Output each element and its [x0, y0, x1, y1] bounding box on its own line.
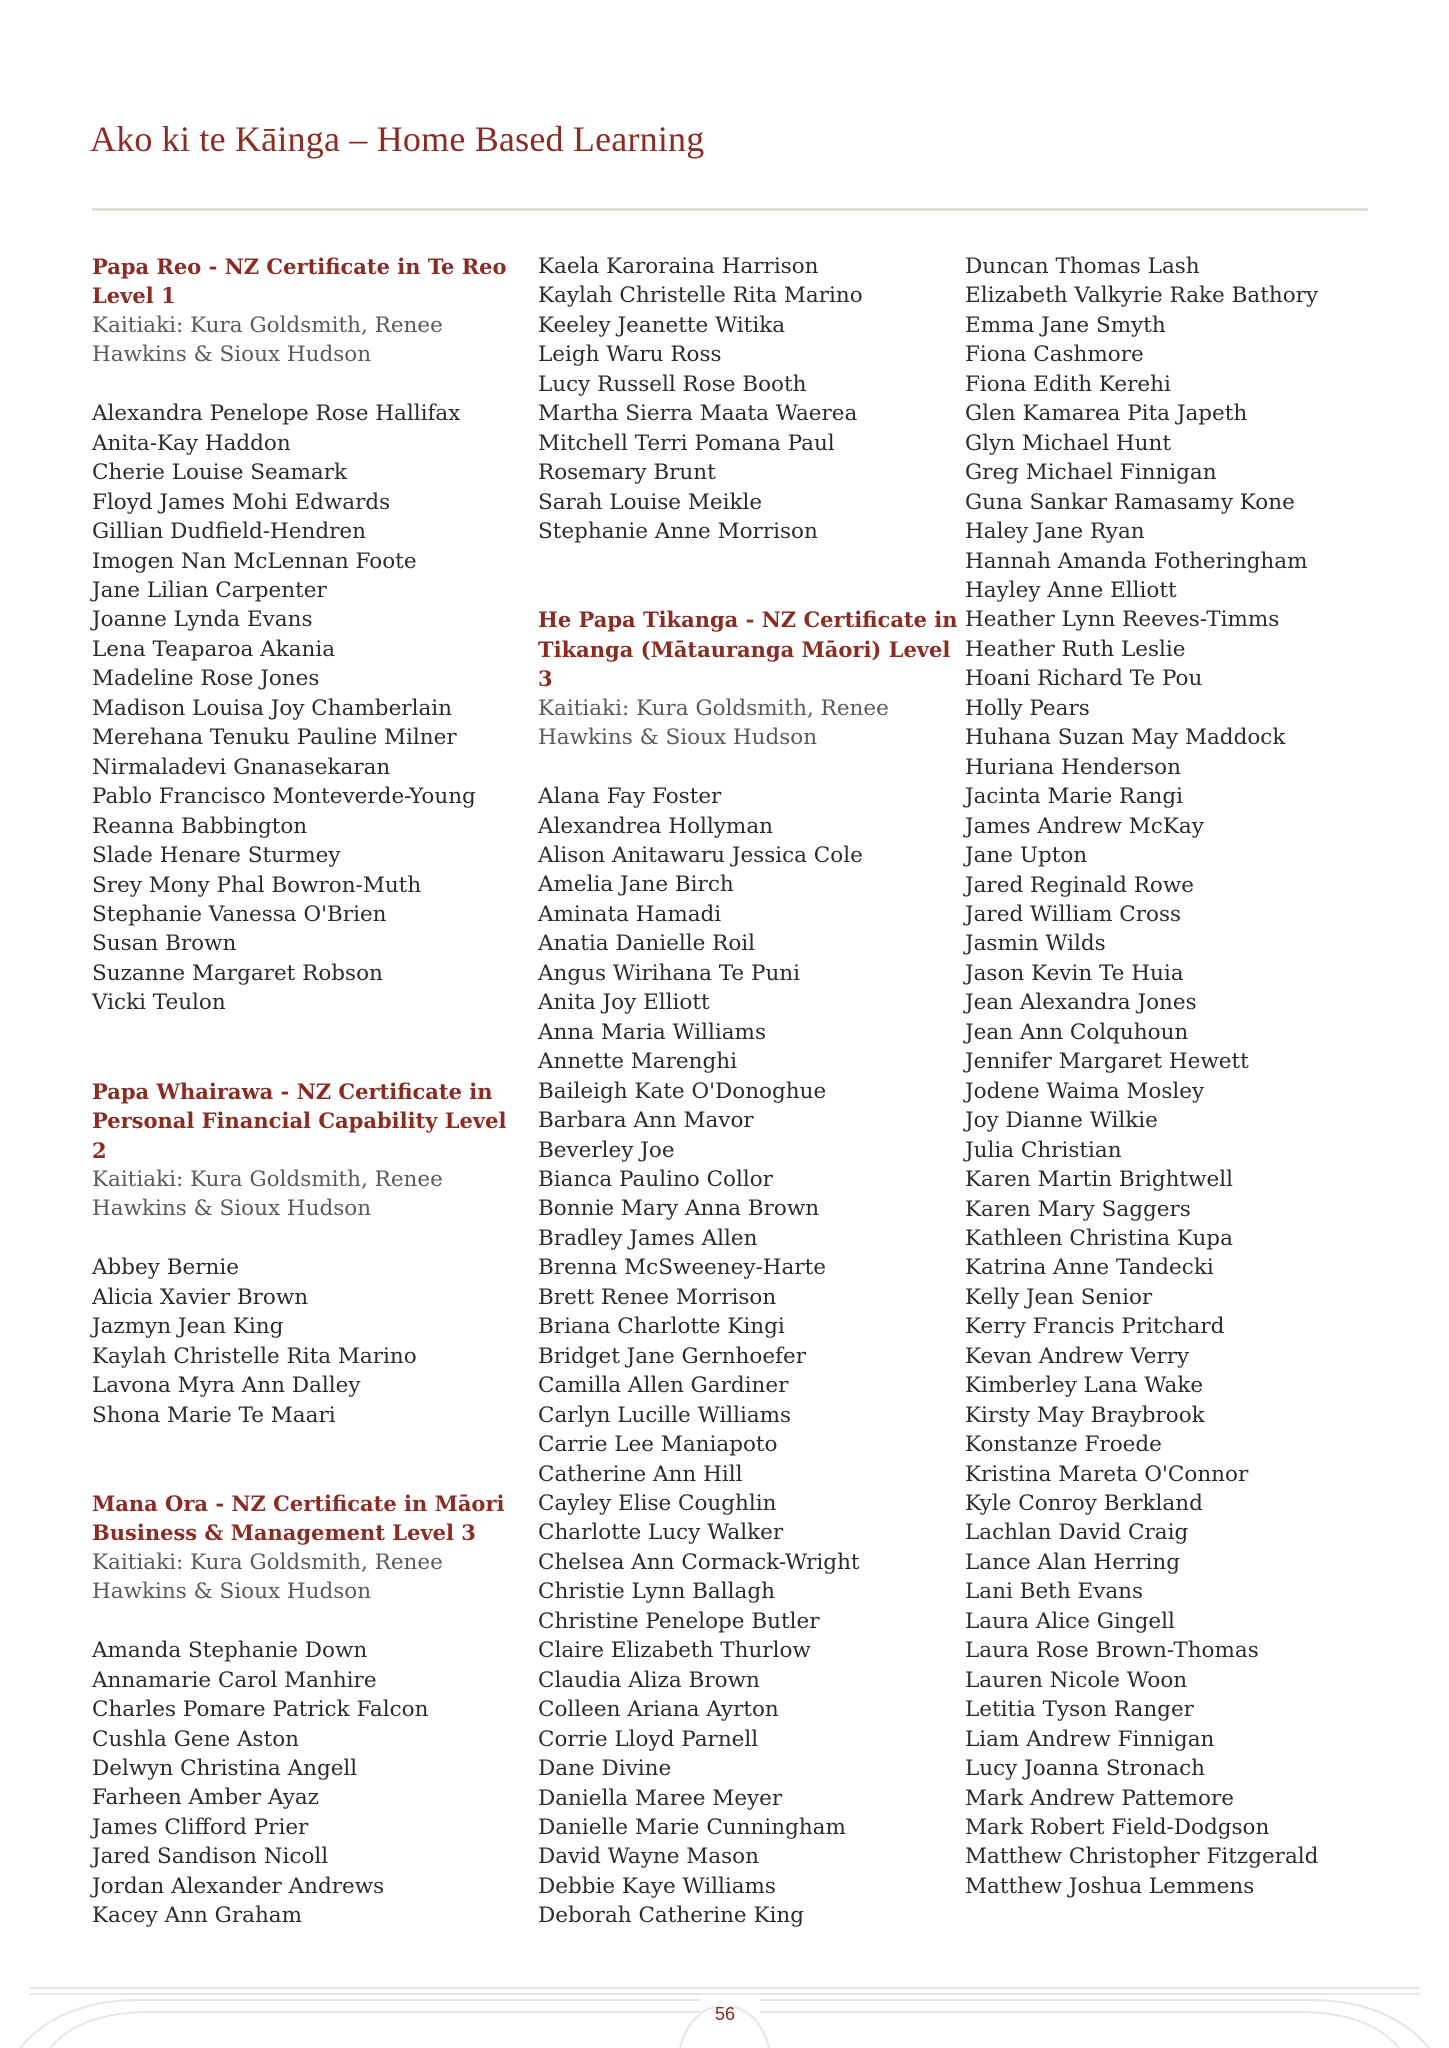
- graduate-name: Delwyn Christina Angell: [92, 1756, 358, 1782]
- graduate-name: Guna Sankar Ramasamy Kone: [965, 489, 1295, 515]
- name-list: [92, 1636, 512, 1931]
- section-heading: Mana Ora - NZ Certificate in Māori Business & Management Level 3: [92, 1490, 505, 1546]
- graduate-name: Debbie Kaye Williams: [538, 1873, 776, 1899]
- kaitiaki-text: Kaitiaki: Kura Goldsmith, Renee Hawkins & Sioux Hudson: [92, 1167, 443, 1222]
- graduate-name: Alicia Xavier Brown: [92, 1284, 309, 1310]
- graduate-name: Heather Ruth Leslie: [965, 636, 1186, 662]
- graduate-name: Cherie Louise Seamark: [92, 460, 348, 486]
- graduate-name: Beverley Joe: [538, 1137, 675, 1163]
- graduate-name: Alana Fay Foster: [538, 784, 722, 810]
- graduate-name: Jordan Alexander Andrews: [92, 1873, 385, 1899]
- section-heading: Papa Whairawa - NZ Certificate in Personal Financial Capability Level 2: [92, 1078, 507, 1163]
- graduate-name: Kaylah Christelle Rita Marino: [538, 283, 863, 309]
- graduate-name: Elizabeth Valkyrie Rake Bathory: [965, 283, 1319, 309]
- graduate-name: Susan Brown: [92, 931, 237, 957]
- graduate-name: Anita-Kay Haddon: [92, 430, 291, 456]
- graduate-name: Aminata Hamadi: [538, 901, 722, 927]
- graduate-name: Anatia Danielle Roil: [538, 931, 756, 957]
- graduate-name: Mitchell Terri Pomana Paul: [538, 430, 835, 456]
- column-2: [538, 252, 958, 1931]
- graduate-name: Lavona Myra Ann Dalley: [92, 1373, 361, 1399]
- graduate-name: Lucy Joanna Stronach: [965, 1756, 1206, 1782]
- graduate-name: Jane Lilian Carpenter: [92, 577, 327, 603]
- graduate-name: Suzanne Margaret Robson: [92, 960, 383, 986]
- graduate-name: Jared William Cross: [965, 901, 1182, 927]
- graduate-name: Lena Teaparoa Akania: [92, 636, 336, 662]
- graduate-name: Jacinta Marie Rangi: [965, 784, 1184, 810]
- graduate-name: Lance Alan Herring: [965, 1549, 1180, 1575]
- graduate-name: Letitia Tyson Ranger: [965, 1697, 1194, 1723]
- graduate-name: Jennifer Margaret Hewett: [965, 1049, 1249, 1075]
- graduate-name: Julia Christian: [965, 1137, 1122, 1163]
- graduate-name: Farheen Amber Ayaz: [92, 1785, 319, 1811]
- graduate-name: Karen Mary Saggers: [965, 1196, 1191, 1222]
- graduate-name: Carlyn Lucille Williams: [538, 1402, 792, 1428]
- graduate-name: Jason Kevin Te Huia: [965, 960, 1184, 986]
- graduate-name: Camilla Allen Gardiner: [538, 1373, 789, 1399]
- graduate-name: Vicki Teulon: [92, 990, 226, 1016]
- graduate-name: Amelia Jane Birch: [538, 872, 734, 898]
- graduate-name: Haley Jane Ryan: [965, 519, 1145, 545]
- graduate-name: Anita Joy Elliott: [538, 990, 710, 1016]
- graduate-name: David Wayne Mason: [538, 1844, 759, 1870]
- page-title: Ako ki te Kāinga – Home Based Learning: [90, 119, 705, 159]
- section-papa-reo: [92, 252, 512, 1018]
- graduate-name: Cayley Elise Coughlin: [538, 1491, 777, 1516]
- graduate-name: Jazmyn Jean King: [92, 1314, 284, 1340]
- graduate-name: Alexandra Penelope Rose Hallifax: [92, 401, 461, 427]
- graduate-name: Bridget Jane Gernhoefer: [538, 1343, 807, 1369]
- graduate-name: Daniella Maree Meyer: [538, 1785, 783, 1811]
- graduate-name: Kacey Ann Graham: [92, 1903, 303, 1929]
- graduate-name: Karen Martin Brightwell: [965, 1167, 1233, 1193]
- graduate-name: Holly Pears: [965, 695, 1090, 721]
- graduate-name: Jasmin Wilds: [965, 931, 1106, 957]
- graduate-name: Abbey Bernie: [92, 1255, 240, 1281]
- graduate-name: Brett Renee Morrison: [538, 1284, 777, 1310]
- graduate-name: Stephanie Vanessa O'Brien: [92, 901, 387, 927]
- graduate-name: Catherine Ann Hill: [538, 1461, 743, 1487]
- graduate-name: Kaylah Christelle Rita Marino: [92, 1343, 417, 1369]
- graduate-name: Kirsty May Braybrook: [965, 1402, 1205, 1428]
- graduate-name: Corrie Lloyd Parnell: [538, 1726, 759, 1752]
- section-heading: Papa Reo - NZ Certificate in Te Reo Level 1: [92, 254, 507, 309]
- graduate-name: Emma Jane Smyth: [965, 312, 1166, 338]
- graduate-name: Lucy Russell Rose Booth: [538, 371, 807, 397]
- graduate-name: Heather Lynn Reeves-Timms: [965, 607, 1280, 633]
- graduate-name: Laura Rose Brown-Thomas: [965, 1638, 1259, 1664]
- kaitiaki-text: Kaitiaki: Kura Goldsmith, Renee Hawkins & Sioux Hudson: [538, 695, 889, 751]
- name-list-continued: [965, 252, 1385, 1901]
- graduate-name: Briana Charlotte Kingi: [538, 1314, 785, 1340]
- name-list: [538, 782, 958, 1931]
- graduate-name: Annamarie Carol Manhire: [92, 1667, 377, 1693]
- graduate-name: Joanne Lynda Evans: [92, 607, 313, 633]
- graduate-name: Danielle Marie Cunningham: [538, 1814, 846, 1840]
- graduate-name: Pablo Francisco Monteverde-Young: [92, 784, 476, 810]
- graduate-name: Dane Divine: [538, 1756, 672, 1782]
- graduate-name: Joy Dianne Wilkie: [965, 1108, 1158, 1134]
- graduate-name: Greg Michael Finnigan: [965, 460, 1217, 486]
- graduate-name: Mark Andrew Pattemore: [965, 1785, 1235, 1811]
- graduate-name: Lachlan David Craig: [965, 1520, 1189, 1546]
- graduate-name: Hoani Richard Te Pou: [965, 666, 1203, 692]
- graduate-name: Gillian Dudfield-Hendren: [92, 519, 366, 545]
- graduate-name: James Andrew McKay: [965, 813, 1204, 839]
- graduate-name: Charles Pomare Patrick Falcon: [92, 1697, 429, 1723]
- graduate-name: Kaela Karoraina Harrison: [538, 254, 819, 279]
- kaitiaki-text: Kaitiaki: Kura Goldsmith, Renee Hawkins & Sioux Hudson: [92, 312, 443, 368]
- graduate-name: Fiona Cashmore: [965, 342, 1144, 368]
- graduate-name: Kevan Andrew Verry: [965, 1343, 1190, 1369]
- graduate-name: Kathleen Christina Kupa: [965, 1225, 1233, 1251]
- graduate-name: Deborah Catherine King: [538, 1903, 805, 1929]
- graduate-name: Shona Marie Te Maari: [92, 1402, 336, 1428]
- graduate-name: Baileigh Kate O'Donoghue: [538, 1078, 827, 1104]
- graduate-name: Matthew Joshua Lemmens: [965, 1873, 1255, 1899]
- graduate-name: Fiona Edith Kerehi: [965, 371, 1171, 397]
- graduate-name: Rosemary Brunt: [538, 460, 716, 486]
- graduate-name: Huriana Henderson: [965, 754, 1181, 780]
- graduate-name: Brenna McSweeney-Harte: [538, 1255, 826, 1281]
- graduate-name: Jean Ann Colquhoun: [965, 1019, 1189, 1045]
- kaitiaki-text: Kaitiaki: Kura Goldsmith, Renee Hawkins & Sioux Hudson: [92, 1549, 443, 1605]
- graduate-name: Huhana Suzan May Maddock: [965, 725, 1286, 751]
- column-1: [92, 252, 512, 1931]
- name-list: [92, 399, 512, 1018]
- graduate-name: Bonnie Mary Anna Brown: [538, 1196, 820, 1222]
- graduate-name: Angus Wirihana Te Puni: [538, 960, 801, 986]
- graduate-name: Kristina Mareta O'Connor: [965, 1461, 1249, 1487]
- graduate-name: Barbara Ann Mavor: [538, 1108, 754, 1134]
- graduate-name: Reanna Babbington: [92, 813, 308, 839]
- graduate-name: James Clifford Prier: [92, 1814, 309, 1840]
- graduate-name: Imogen Nan McLennan Foote: [92, 548, 417, 574]
- graduate-name: Bradley James Allen: [538, 1225, 758, 1251]
- graduate-name: Glyn Michael Hunt: [965, 430, 1171, 456]
- graduate-name: Katrina Anne Tandecki: [965, 1255, 1214, 1281]
- graduate-name: Anna Maria Williams: [538, 1019, 766, 1045]
- graduate-name: Slade Henare Sturmey: [92, 843, 341, 869]
- graduate-name: Madeline Rose Jones: [92, 666, 320, 692]
- name-list-continued: [538, 252, 958, 547]
- graduate-name: Amanda Stephanie Down: [92, 1638, 368, 1664]
- section-he-papa-tikanga: [538, 605, 958, 1930]
- graduate-name: Madison Louisa Joy Chamberlain: [92, 695, 452, 721]
- graduate-name: Glen Kamarea Pita Japeth: [965, 401, 1248, 427]
- graduate-name: Leigh Waru Ross: [538, 342, 722, 368]
- graduate-name: Stephanie Anne Morrison: [538, 519, 818, 545]
- graduate-name: Bianca Paulino Collor: [538, 1167, 773, 1193]
- graduate-name: Hannah Amanda Fotheringham: [965, 548, 1308, 574]
- graduate-name: Claire Elizabeth Thurlow: [538, 1638, 811, 1664]
- section-mana-ora: [92, 1489, 512, 1931]
- graduate-name: Jean Alexandra Jones: [965, 990, 1197, 1016]
- graduate-name: Kelly Jean Senior: [965, 1284, 1153, 1310]
- graduate-name: Jared Sandison Nicoll: [92, 1844, 329, 1870]
- graduate-name: Srey Mony Phal Bowron-Muth: [92, 872, 422, 898]
- graduate-name: Liam Andrew Finnigan: [965, 1726, 1215, 1752]
- graduate-name: Kyle Conroy Berkland: [965, 1491, 1203, 1517]
- graduate-name: Alison Anitawaru Jessica Cole: [538, 843, 863, 869]
- graduate-name: Alexandrea Hollyman: [538, 813, 773, 839]
- graduate-name: Colleen Ariana Ayrton: [538, 1697, 779, 1723]
- graduate-name: Laura Alice Gingell: [965, 1608, 1175, 1634]
- graduate-name: Claudia Aliza Brown: [538, 1667, 760, 1693]
- graduate-name: Nirmaladevi Gnanasekaran: [92, 754, 391, 780]
- graduate-name: Jodene Waima Mosley: [965, 1078, 1205, 1104]
- graduate-name: Duncan Thomas Lash: [965, 254, 1200, 279]
- graduate-name: Mark Robert Field-Dodgson: [965, 1815, 1270, 1841]
- graduate-name: Christie Lynn Ballagh: [538, 1579, 775, 1605]
- graduate-name: Lani Beth Evans: [965, 1579, 1144, 1605]
- graduate-name: Annette Marenghi: [538, 1049, 737, 1075]
- section-papa-whairawa: [92, 1077, 512, 1430]
- graduate-name: Chelsea Ann Cormack-Wright: [538, 1549, 860, 1575]
- page-number: 56: [714, 2004, 736, 2024]
- graduate-name: Keeley Jeanette Witika: [538, 312, 786, 338]
- graduate-name: Matthew Christopher Fitzgerald: [965, 1844, 1319, 1870]
- graduate-name: Cushla Gene Aston: [92, 1726, 300, 1752]
- section-heading: He Papa Tikanga - NZ Certificate in Tikanga (Mātauranga Māori) Level 3: [538, 607, 958, 692]
- graduate-name: Charlotte Lucy Walker: [538, 1520, 784, 1546]
- column-3: [965, 252, 1385, 1901]
- name-list: [92, 1253, 512, 1430]
- graduate-name: Konstanze Froede: [965, 1432, 1162, 1458]
- graduate-name: Christine Penelope Butler: [538, 1608, 820, 1634]
- graduate-name: Lauren Nicole Woon: [965, 1667, 1188, 1693]
- graduate-name: Floyd James Mohi Edwards: [92, 489, 391, 515]
- graduate-name: Kerry Francis Pritchard: [965, 1314, 1225, 1340]
- graduate-name: Martha Sierra Maata Waerea: [538, 401, 858, 427]
- graduate-name: Merehana Tenuku Pauline Milner: [92, 725, 457, 751]
- graduate-name: Carrie Lee Maniapoto: [538, 1432, 778, 1458]
- graduate-name: Jared Reginald Rowe: [965, 872, 1194, 898]
- graduate-name: Hayley Anne Elliott: [965, 577, 1177, 603]
- graduate-name: Sarah Louise Meikle: [538, 489, 763, 515]
- graduate-name: Jane Upton: [965, 843, 1088, 869]
- title-divider: [92, 208, 1368, 211]
- graduate-name: Kimberley Lana Wake: [965, 1373, 1204, 1399]
